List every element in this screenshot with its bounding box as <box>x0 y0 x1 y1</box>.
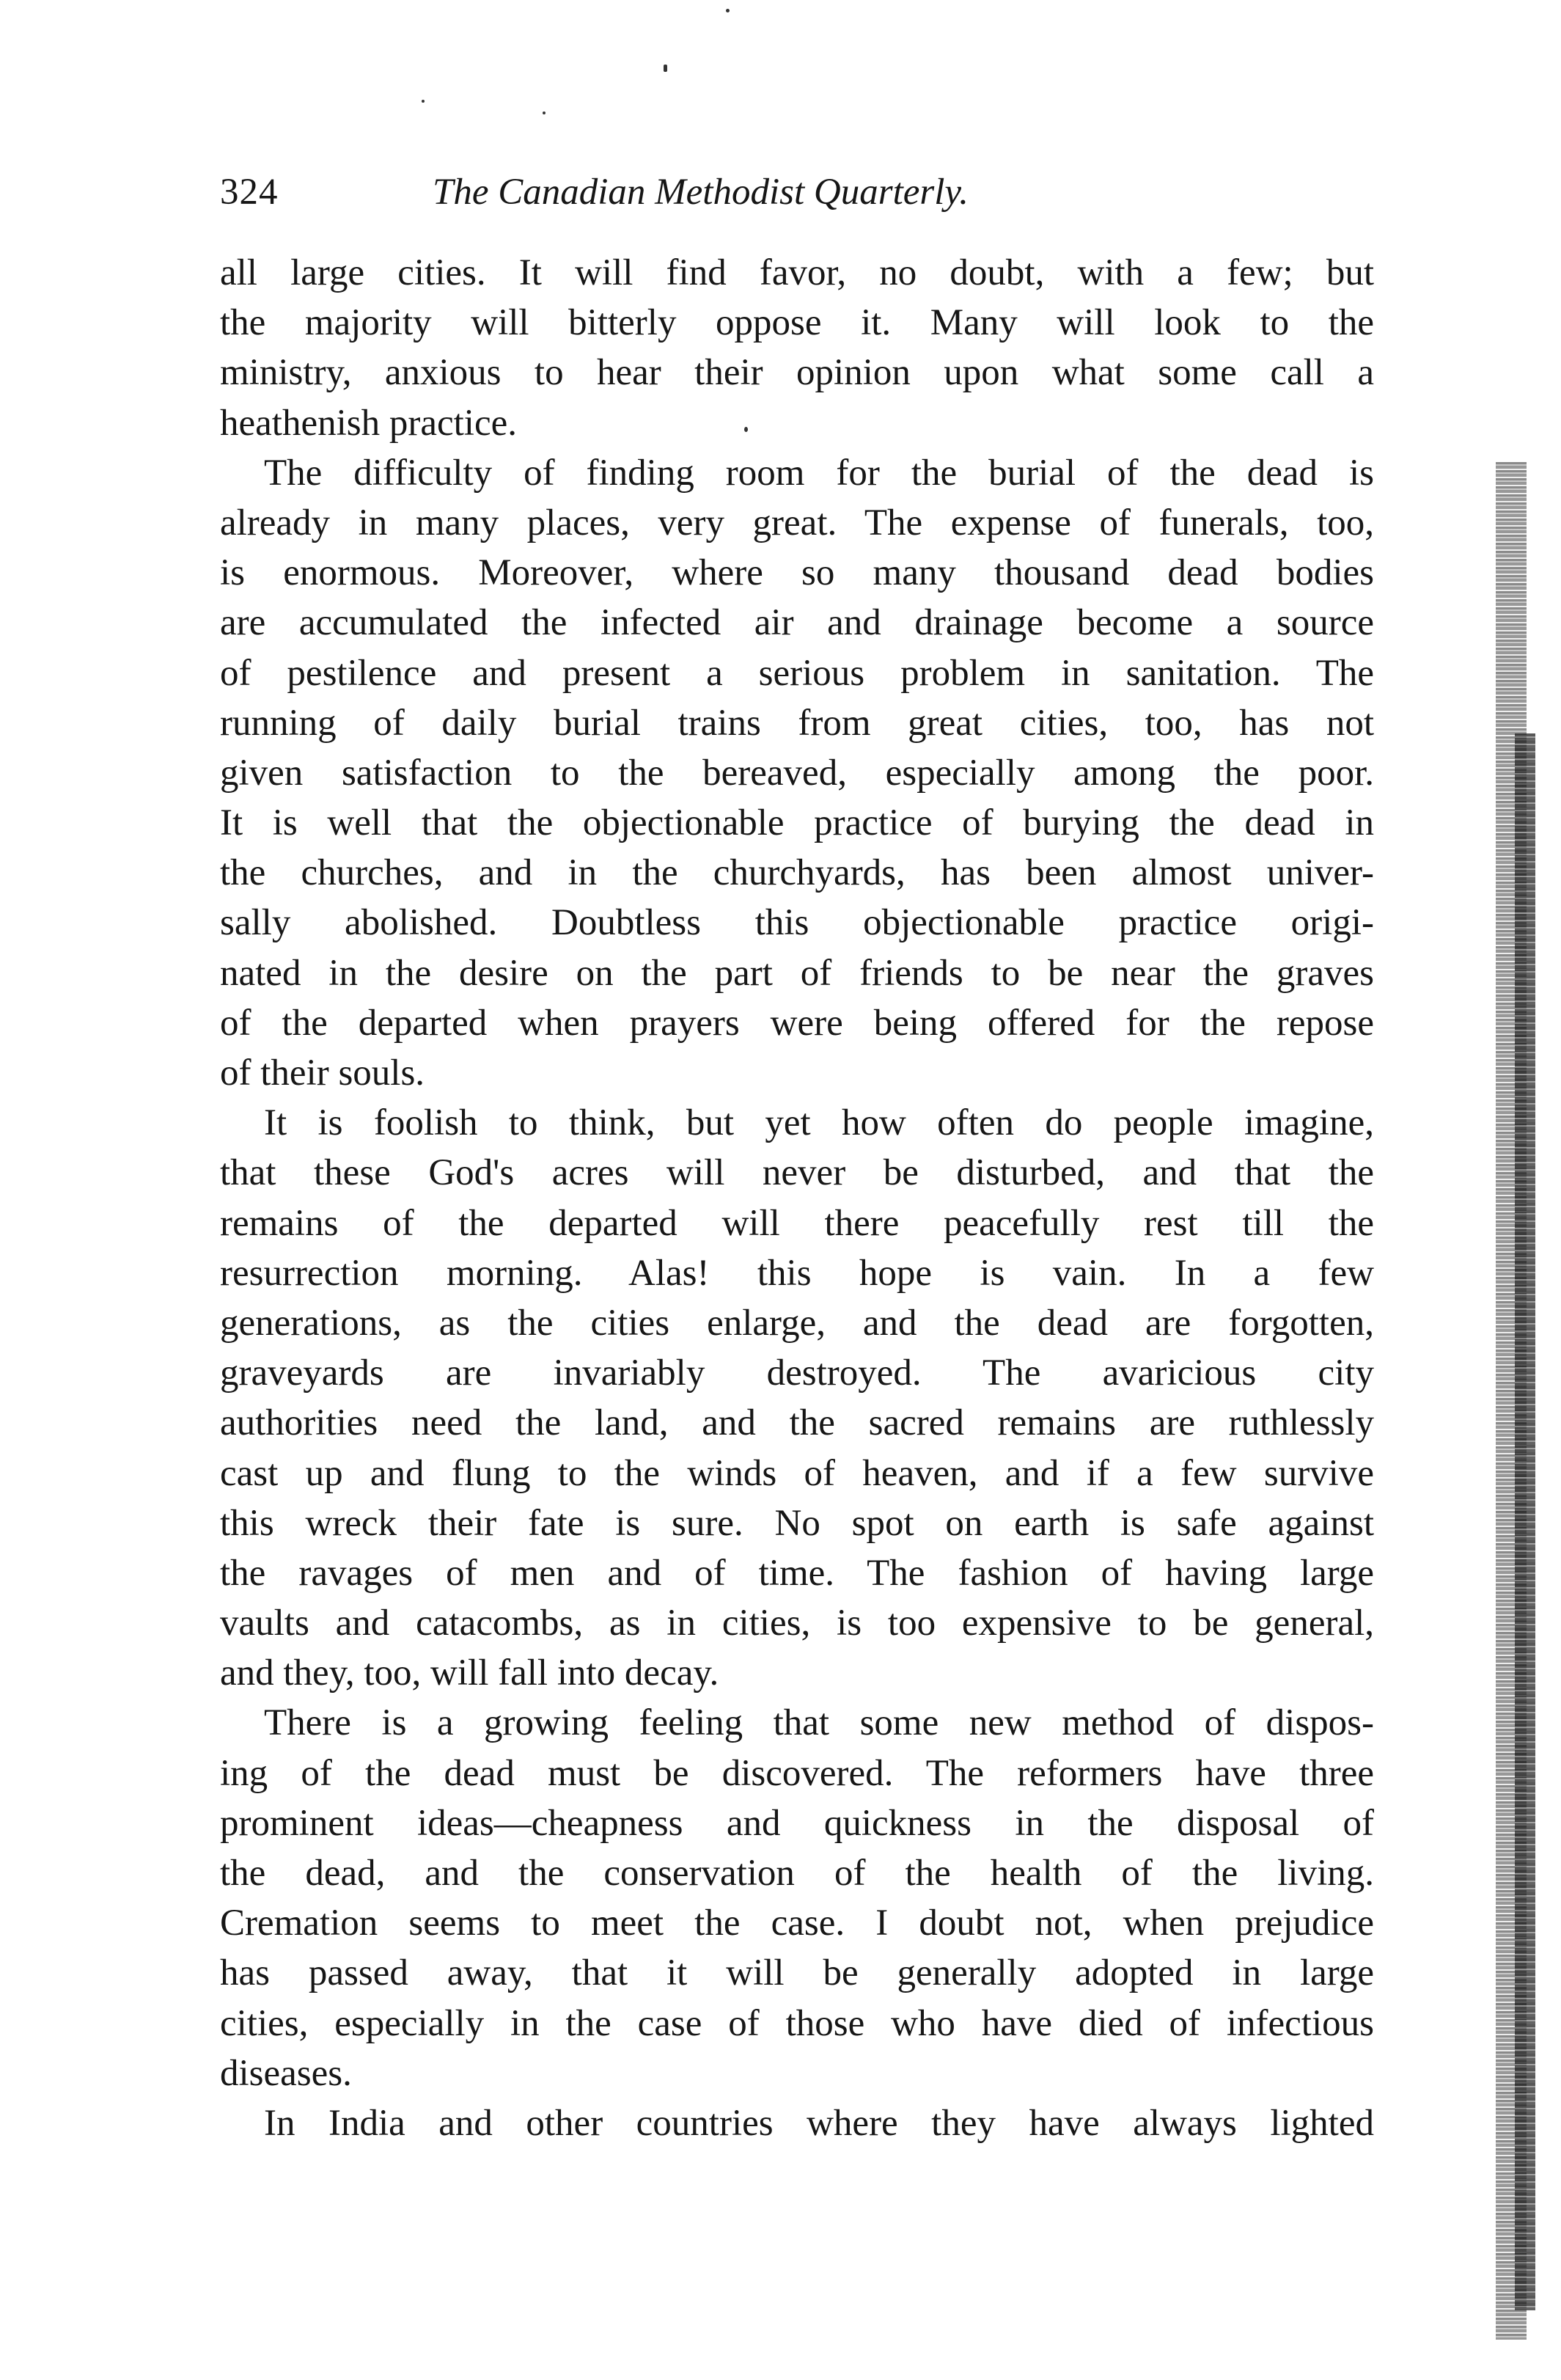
text-line: heathenish practice. <box>220 402 517 444</box>
text-line: is enormous. Moreover, where so many thousand dead bodies <box>220 552 1374 594</box>
text-line: resurrection morning. Alas! this hope is vain. In a few <box>220 1252 1374 1294</box>
body-text <box>220 248 1374 2148</box>
paragraph-india <box>220 2098 1374 2148</box>
text-line: the ravages of men and of time. The fashion of having large <box>220 1552 1374 1594</box>
paragraph-graveyards <box>220 1098 1374 1698</box>
text-line: graveyards are invariably destroyed. The avaricious city <box>220 1352 1374 1394</box>
page-number: 324 <box>220 172 279 213</box>
text-line: authorities need the land, and the sacred remains are ruthlessly <box>220 1402 1374 1444</box>
text-line: Cremation seems to meet the case. I doubt not, when prejudice <box>220 1903 1374 1944</box>
text-line: The difficulty of finding room for the burial of the dead is <box>264 452 1374 494</box>
text-line: the churches, and in the churchyards, has been almost univer- <box>220 852 1374 894</box>
paragraph-burial-difficulty <box>220 448 1374 1098</box>
text-line: sally abolished. Doubtless this objectionable practice origi- <box>220 902 1374 944</box>
text-line: of their souls. <box>220 1052 425 1094</box>
text-line: already in many places, very great. The expense of funerals, too, <box>220 502 1374 543</box>
text-line: In India and other countries where they have always lighted <box>264 2102 1374 2144</box>
text-line: given satisfaction to the bereaved, especially among the poor. <box>220 752 1374 794</box>
paragraph-cremation <box>220 1698 1374 2098</box>
scanned-page-edge-shadow <box>1515 733 1535 2310</box>
text-line: the majority will bitterly oppose it. Many will look to the <box>220 302 1374 344</box>
paragraph-continuation <box>220 248 1374 448</box>
text-line: generations, as the cities enlarge, and the dead are forgotten, <box>220 1302 1374 1344</box>
scan-speck <box>664 65 667 72</box>
text-line: are accumulated the infected air and drainage become a source <box>220 602 1374 644</box>
journal-title: The Canadian Methodist Quarterly. <box>433 172 969 213</box>
text-line: the dead, and the conservation of the health of the living. <box>220 1853 1374 1894</box>
text-line: this wreck their fate is sure. No spot on earth is safe against <box>220 1502 1374 1544</box>
text-line: all large cities. It will find favor, no doubt, with a few; but <box>220 252 1374 293</box>
text-line: ministry, anxious to hear their opinion upon what some call a <box>220 352 1374 394</box>
scan-speck <box>726 9 730 12</box>
text-line: running of daily burial trains from great cities, too, has not <box>220 702 1374 744</box>
text-line: that these God's acres will never be disturbed, and that the <box>220 1152 1374 1194</box>
text-line: cast up and flung to the winds of heaven, and if a few survive <box>220 1452 1374 1494</box>
text-line: diseases. <box>220 2052 352 2094</box>
text-line: cities, especially in the case of those who have died of infectious <box>220 2002 1374 2044</box>
text-line: of the departed when prayers were being offered for the repose <box>220 1002 1374 1044</box>
text-line: nated in the desire on the part of friends to be near the graves <box>220 952 1374 994</box>
text-line: of pestilence and present a serious problem in sanitation. The <box>220 652 1374 694</box>
running-head <box>220 163 1371 221</box>
text-line: ing of the dead must be discovered. The reformers have three <box>220 1752 1374 1794</box>
text-line: It is foolish to think, but yet how often do people imagine, <box>264 1102 1374 1144</box>
text-line: and they, too, will fall into decay. <box>220 1652 719 1694</box>
text-line: vaults and catacombs, as in cities, is too expensive to be general, <box>220 1603 1374 1644</box>
text-line: It is well that the objectionable practice of burying the dead in <box>220 802 1374 844</box>
scan-speck <box>422 100 425 103</box>
text-line: prominent ideas—cheapness and quickness in the disposal of <box>220 1802 1374 1844</box>
text-line: remains of the departed will there peacefully rest till the <box>220 1202 1374 1244</box>
text-line: has passed away, that it will be generally adopted in large <box>220 1952 1374 1994</box>
text-line: There is a growing feeling that some new method of dispos- <box>264 1702 1374 1744</box>
scan-speck <box>543 111 546 114</box>
scan-speck <box>744 427 748 432</box>
